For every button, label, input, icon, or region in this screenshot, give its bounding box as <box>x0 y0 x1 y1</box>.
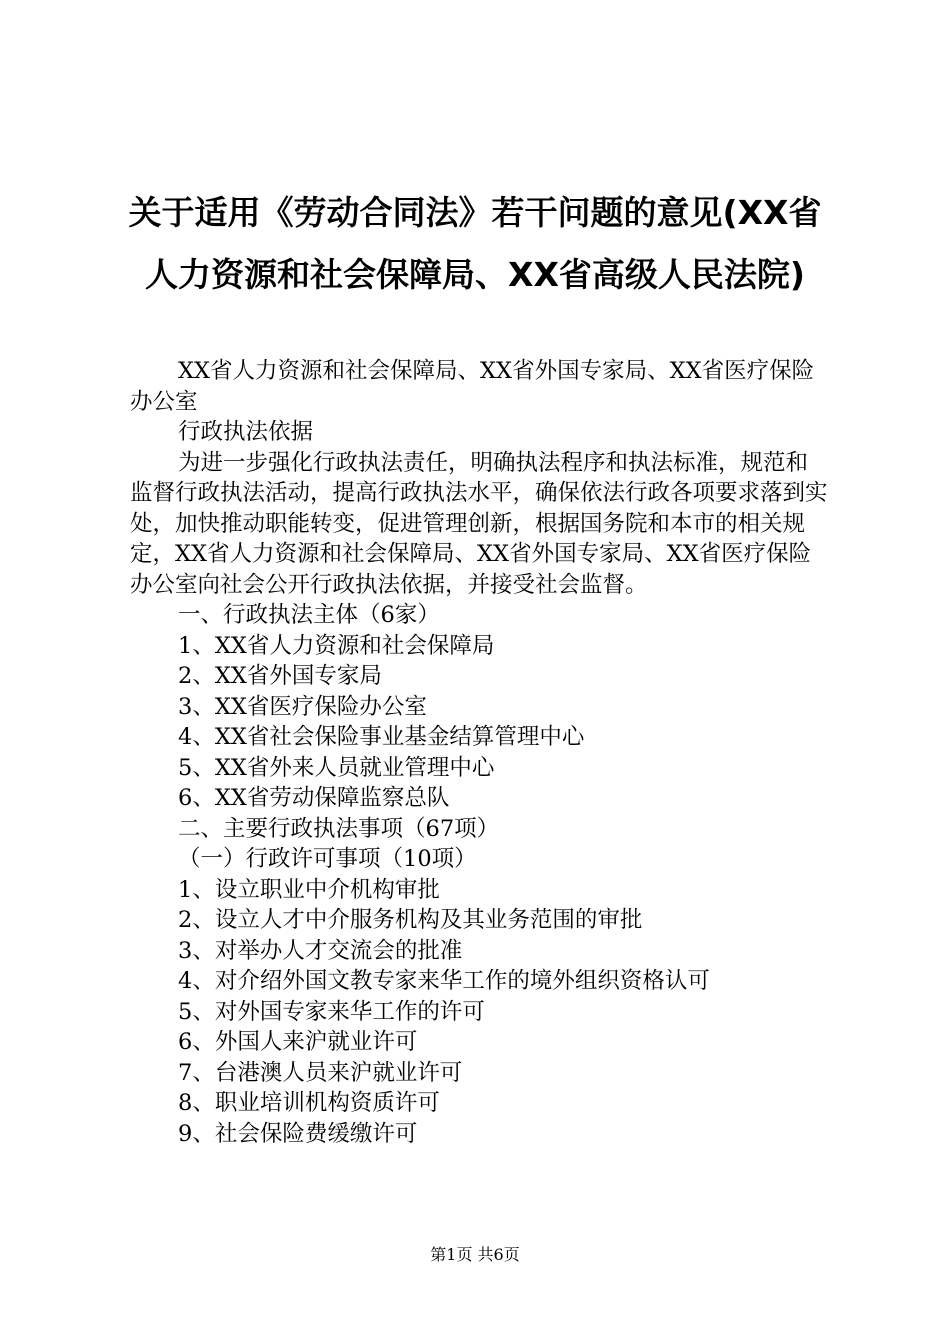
list-item: 8、职业培训机构资质许可 <box>178 1090 440 1116</box>
page-footer: 第1页 共6页 <box>430 1245 520 1264</box>
list-item: 4、XX省社会保险事业基金结算管理中心 <box>178 724 585 750</box>
part1-heading: 一、行政执法主体（6家） <box>178 602 440 628</box>
list-item: 2、设立人才中介服务机构及其业务范围的审批 <box>178 907 643 933</box>
list-item: 7、台港澳人员来沪就业许可 <box>178 1059 463 1086</box>
list-item: 9、社会保险费缓缴许可 <box>178 1120 418 1147</box>
intro-paragraph: 为进一步强化行政执法责任，明确执法程序和执法标准，规范和监督行政执法活动，提高行政执法水平，确保依法行政各项要求落到实处，加快推动职能转变，促进管理创新，根据国务院和本市的相关规定，XX省人力资源和社会保障局、XX省外国专家局、XX省医疗保险办公室向社会公开行政执法依据，并接受社会监督。 <box>130 449 828 598</box>
list-item: 4、对介绍外国文教专家来华工作的境外组织资格认可 <box>178 968 710 994</box>
sub1-heading: （一）行政许可事项（10项） <box>178 846 477 872</box>
list-item: 3、对举办人才交流会的批准 <box>178 937 463 964</box>
list-item: 5、XX省外来人员就业管理中心 <box>178 754 495 781</box>
list-item: 1、设立职业中介机构审批 <box>178 876 440 903</box>
part2-heading: 二、主要行政执法事项（67项） <box>178 815 500 842</box>
section-heading: 行政执法依据 <box>178 419 314 445</box>
document-body <box>130 356 830 1149</box>
issuer-line: XX省人力资源和社会保障局、XX省外国专家局、XX省医疗保险办公室 <box>130 358 815 415</box>
list-item: 3、XX省医疗保险办公室 <box>178 693 427 720</box>
list-item: 1、XX省人力资源和社会保障局 <box>178 632 495 659</box>
document-title: 关于适用《劳动合同法》若干问题的意见(XX省人力资源和社会保障局、XX省高级人民法院) <box>128 193 822 294</box>
list-item: 5、对外国专家来华工作的许可 <box>178 998 485 1025</box>
list-item: 2、XX省外国专家局 <box>178 663 382 689</box>
list-item: 6、外国人来沪就业许可 <box>178 1029 418 1055</box>
list-item: 6、XX省劳动保障监察总队 <box>178 785 450 811</box>
